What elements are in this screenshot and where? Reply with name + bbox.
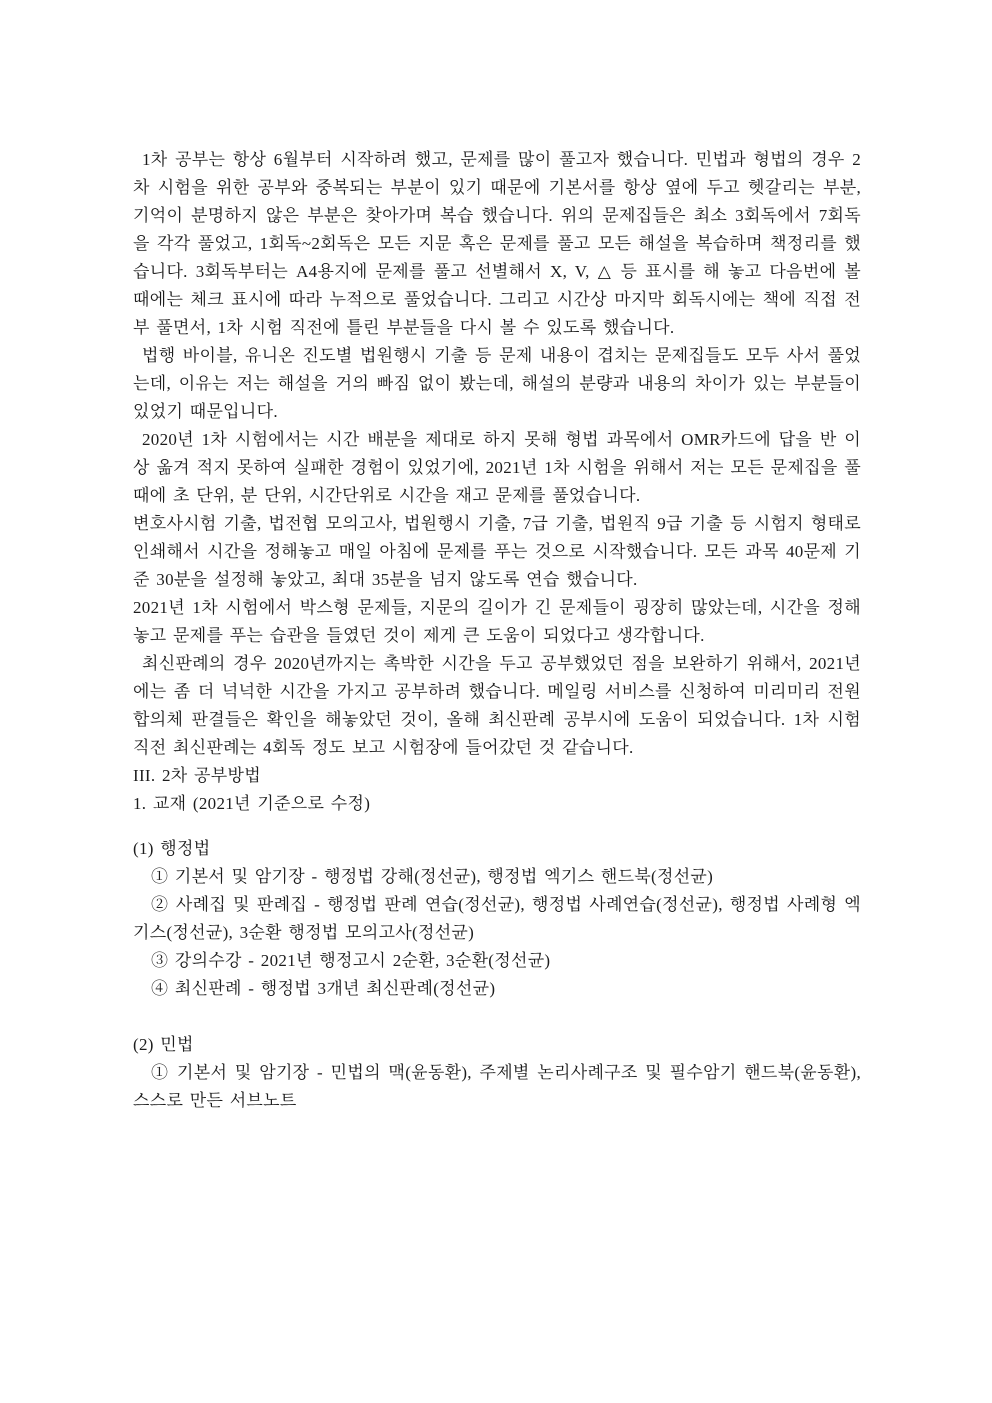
list-item-admin-recent-precedents: ④ 최신판례 - 행정법 3개년 최신판례(정선균) (151, 979, 496, 998)
list-item-admin-lectures: ③ 강의수강 - 2021년 행정고시 2순환, 3순환(정선균) (151, 951, 551, 970)
group-label-administrative-law: (1) 행정법 (133, 839, 211, 858)
paragraph-2020-exam-time: 2020년 1차 시험에서는 시간 배분을 제대로 하지 못해 형법 과목에서 OMR카드에 답을 반 이상 옮겨 적지 못하여 실패한 경험이 있었기에, 2021년 1차 시험을 위해서 저는 모든 문제집을 풀 때에 초 단위, 분 단위, 시간단위로 시간을 재고 문제를 풀었습니다. (133, 430, 861, 505)
paragraph-recent-precedents: 최신판례의 경우 2020년까지는 촉박한 시간을 두고 공부했었던 점을 보완하기 위해서, 2021년에는 좀 더 넉넉한 시간을 가지고 공부하려 했습니다. 메일링 서비스를 신청하여 미리미리 전원합의체 판결들은 확인을 해놓았던 것이, 올해 최신판례 공부시에 도움이 되었습니다. 1차 시험 직전 최신판례는 4회독 정도 보고 시험장에 들어갔던 것 같습니다. (133, 654, 861, 757)
paragraph-timed-practice: 변호사시험 기출, 법전협 모의고사, 법원행시 기출, 7급 기출, 법원직 9급 기출 등 시험지 형태로 인쇄해서 시간을 정해놓고 매일 아침에 문제를 푸는 것으로 시작했습니다. 모든 과목 40문제 기준 30분을 설정해 놓았고, 최대 35분을 넘지 않도록 연습 했습니다. (133, 514, 861, 589)
group-label-civil-law: (2) 민법 (133, 1035, 194, 1054)
list-item-civil-basic-book: ① 기본서 및 암기장 - 민법의 맥(윤동환), 주제별 논리사례구조 및 필수암기 핸드북(윤동환), 스스로 만든 서브노트 (133, 1063, 861, 1110)
list-item-admin-case-book: ② 사례집 및 판례집 - 행정법 판례 연습(정선균), 행정법 사례연습(정선균), 행정법 사례형 엑기스(정선균), 3순환 행정법 모의고사(정선균) (133, 895, 861, 942)
document-body (133, 146, 861, 1115)
paragraph-first-round-study: 1차 공부는 항상 6월부터 시작하려 했고, 문제를 많이 풀고자 했습니다. 민법과 형법의 경우 2차 시험을 위한 공부와 중복되는 부분이 있기 때문에 기본서를 항상 옆에 두고 헷갈리는 부분, 기억이 분명하지 않은 부분은 찾아가며 복습 했습니다. 위의 문제집들은 최소 3회독에서 7회독을 각각 풀었고, 1회독~2회독은 모든 지문 혹은 문제를 풀고 모든 해설을 복습하며 책정리를 했습니다. 3회독부터는 A4용지에 문제를 풀고 선별해서 X, V, △ 등 표시를 해 놓고 다음번에 볼 때에는 체크 표시에 따라 누적으로 풀었습니다. 그리고 시간상 마지막 회독시에는 책에 직접 전부 풀면서, 1차 시험 직전에 틀린 부분들을 다시 볼 수 있도록 했습니다. (133, 150, 861, 337)
paragraph-2021-exam-habit: 2021년 1차 시험에서 박스형 문제들, 지문의 길이가 긴 문제들이 굉장히 많았는데, 시간을 정해놓고 문제를 푸는 습관을 들였던 것이 제게 큰 도움이 되었다고 생각합니다. (133, 598, 861, 645)
subsection-heading-textbooks: 1. 교재 (2021년 기준으로 수정) (133, 794, 371, 813)
section-heading-second-round: III. 2차 공부방법 (133, 766, 261, 785)
list-item-admin-basic-book: ① 기본서 및 암기장 - 행정법 강해(정선균), 행정법 엑기스 핸드북(정선균) (151, 867, 714, 886)
paragraph-overlapping-workbooks: 법행 바이블, 유니온 진도별 법원행시 기출 등 문제 내용이 겹치는 문제집들도 모두 사서 풀었는데, 이유는 저는 해설을 거의 빠짐 없이 봤는데, 해설의 분량과 내용의 차이가 있는 부분들이 있었기 때문입니다. (133, 346, 861, 421)
